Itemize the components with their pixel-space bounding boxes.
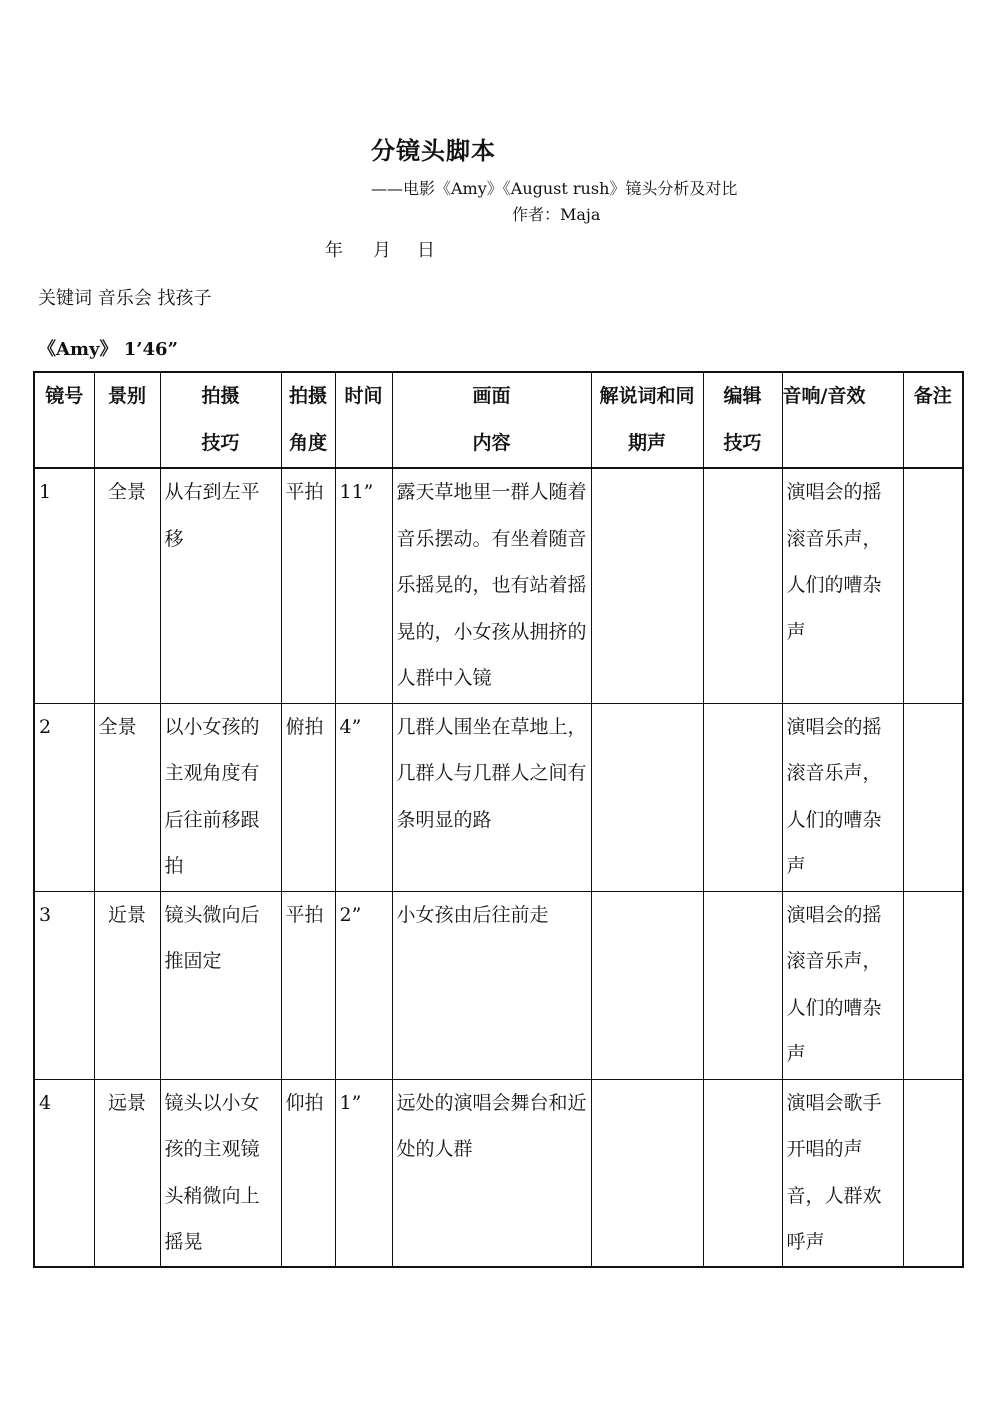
cell-edit — [703, 1079, 782, 1267]
cell-technique: 镜头以小女孩的主观镜头稍微向上摇晃 — [160, 1079, 281, 1267]
cell-narration — [591, 891, 703, 1079]
date-line — [325, 236, 435, 262]
header-narration: 解说词和同 期声 — [591, 372, 703, 468]
table-row — [34, 891, 963, 1079]
header-angle: 拍摄 角度 — [281, 372, 335, 468]
section-label: 《Amy》 1’46” — [38, 339, 178, 360]
header-note: 备注 — [903, 372, 963, 468]
cell-angle: 俯拍 — [281, 703, 335, 891]
keywords-line: 关键词 音乐会 找孩子 — [38, 288, 212, 309]
date-day: 日 — [417, 240, 435, 261]
cell-shot: 全景 — [94, 703, 160, 891]
cell-narration — [591, 703, 703, 891]
cell-content: 小女孩由后往前走 — [392, 891, 591, 1079]
cell-sound: 演唱会的摇滚音乐声，人们的嘈杂声 — [782, 468, 903, 703]
header-no: 镜号 — [34, 372, 94, 468]
cell-note — [903, 1079, 963, 1267]
header-technique: 拍摄 技巧 — [160, 372, 281, 468]
subtitle: ——电影《Amy》《August rush》镜头分析及对比 — [371, 179, 738, 198]
date-month: 月 — [373, 240, 391, 261]
header-time: 时间 — [335, 372, 392, 468]
cell-edit — [703, 703, 782, 891]
author-line: 作者：Maja — [512, 205, 601, 224]
cell-sound: 演唱会歌手开唱的声音，人群欢呼声 — [782, 1079, 903, 1267]
cell-technique: 从右到左平移 — [160, 468, 281, 703]
cell-content: 远处的演唱会舞台和近处的人群 — [392, 1079, 591, 1267]
cell-shot: 近景 — [94, 891, 160, 1079]
header-shot: 景别 — [94, 372, 160, 468]
cell-note — [903, 891, 963, 1079]
cell-shot: 全景 — [94, 468, 160, 703]
cell-angle: 平拍 — [281, 891, 335, 1079]
cell-no: 3 — [34, 891, 94, 1079]
cell-technique: 以小女孩的主观角度有后往前移跟拍 — [160, 703, 281, 891]
table-row — [34, 1079, 963, 1267]
cell-no: 4 — [34, 1079, 94, 1267]
cell-content: 露天草地里一群人随着音乐摆动。有坐着随音乐摇晃的，也有站着摇晃的，小女孩从拥挤的人群中入镜 — [392, 468, 591, 703]
page-title: 分镜头脚本 — [371, 136, 496, 165]
cell-note — [903, 468, 963, 703]
cell-shot: 远景 — [94, 1079, 160, 1267]
cell-time: 1” — [335, 1079, 392, 1267]
cell-edit — [703, 891, 782, 1079]
cell-no: 2 — [34, 703, 94, 891]
date-year: 年 — [325, 240, 343, 261]
header-sound: 音响/音效 — [782, 372, 903, 468]
cell-sound: 演唱会的摇滚音乐声，人们的嘈杂声 — [782, 891, 903, 1079]
shot-table — [33, 371, 964, 1268]
cell-sound: 演唱会的摇滚音乐声，人们的嘈杂声 — [782, 703, 903, 891]
cell-content: 几群人围坐在草地上，几群人与几群人之间有条明显的路 — [392, 703, 591, 891]
cell-note — [903, 703, 963, 891]
cell-narration — [591, 1079, 703, 1267]
header-content: 画面 内容 — [392, 372, 591, 468]
cell-edit — [703, 468, 782, 703]
table-row — [34, 703, 963, 891]
cell-time: 4” — [335, 703, 392, 891]
cell-angle: 仰拍 — [281, 1079, 335, 1267]
cell-technique: 镜头微向后推固定 — [160, 891, 281, 1079]
cell-time: 11” — [335, 468, 392, 703]
cell-no: 1 — [34, 468, 94, 703]
header-edit: 编辑 技巧 — [703, 372, 782, 468]
table-header-row — [34, 372, 963, 468]
cell-angle: 平拍 — [281, 468, 335, 703]
cell-time: 2” — [335, 891, 392, 1079]
cell-narration — [591, 468, 703, 703]
table-row — [34, 468, 963, 703]
